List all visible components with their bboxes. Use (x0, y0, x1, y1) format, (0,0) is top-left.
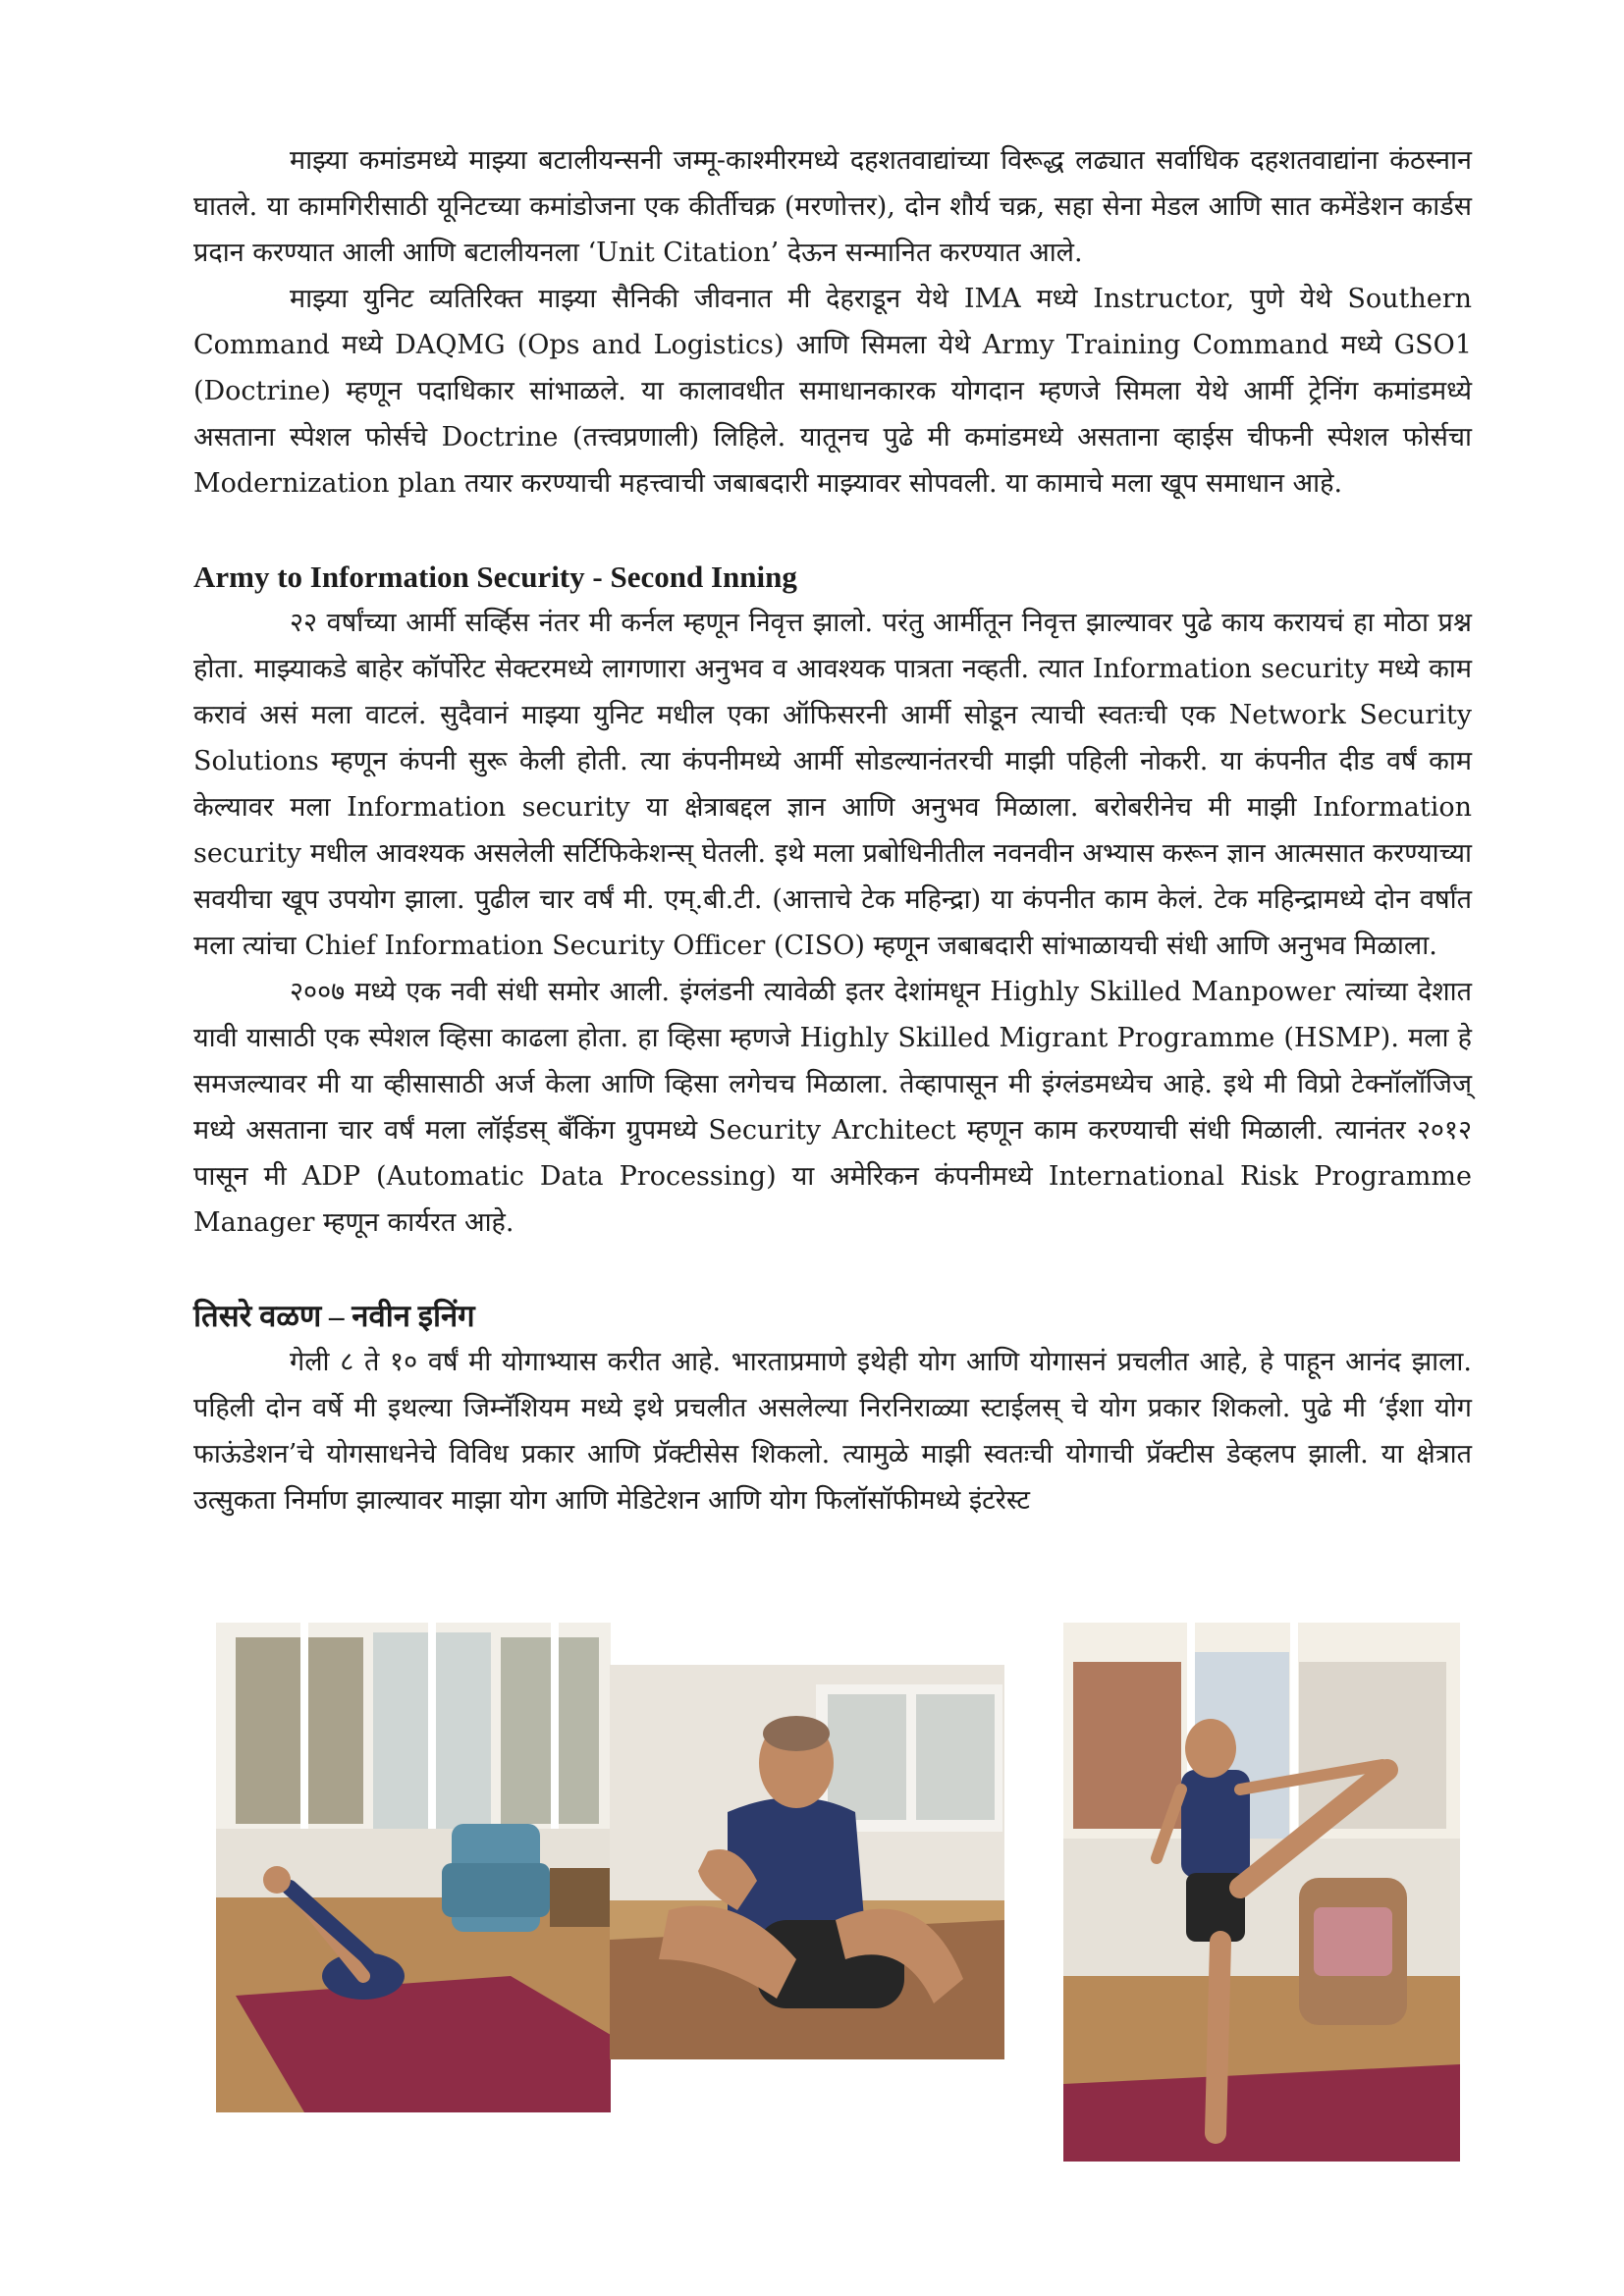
section-heading-third-turn: तिसरे वळण – नवीन इनिंग (193, 1299, 475, 1333)
paragraph-retirement-infosec: २२ वर्षांच्या आर्मी सर्व्हिस नंतर मी कर्नल म्हणून निवृत्त झालो. परंतु आर्मीतून निवृत्त झाल्यावर पुढे काय करायचं हा मोठा प्रश्न होता. माझ्याकडे बाहेर कॉर्पोरेट सेक्टरमध्ये लागणारा अनुभव व आवश्यक पात्रता नव्हती. त्यात Information security मध्ये काम करावं असं मला वाटलं. सुदैवानं माझ्या युनिट मधील एका ऑफिसरनी आर्मी सोडून त्याची स्वतःची एक Network Security Solutions म्हणून कंपनी सुरू केली होती. त्या कंपनीमध्ये आर्मी सोडल्यानंतरची माझी पहिली नोकरी. या कंपनीत दीड वर्षं काम केल्यावर मला Information security या क्षेत्राबद्दल ज्ञान आणि अनुभव मिळाला. बरोबरीनेच मी माझी Information security मधील आवश्यक असलेली सर्टिफिकेशन्स् घेतली. इथे मला प्रबोधिनीतील नवनवीन अभ्यास करून ज्ञान आत्मसात करण्याच्या सवयीचा खूप उपयोग झाला. पुढील चार वर्षं मी. एम्.बी.टी. (आत्ताचे टेक महिन्द्रा) या कंपनीत काम केलं. टेक महिन्द्रामध्ये दोन वर्षांत मला त्यांचा Chief Information Security Officer (CISO) म्हणून जबाबदारी सांभाळायची संधी आणि अनुभव मिळाला. (193, 608, 1472, 961)
section-gap (193, 507, 1472, 554)
paragraph-command-achievements: माझ्या कमांडमध्ये माझ्या बटालीयन्सनी जम्मू-काश्मीरमध्ये दहशतवाद्यांच्या विरूद्ध लढ्यात सर्वाधिक दहशतवाद्यांना कंठस्नान घातले. या कामगिरीसाठी यूनिटच्या कमांडोजना एक कीर्तीचक्र (मरणोत्तर), दोन शौर्य चक्र, सहा सेना मेडल आणि सात कमेंडेशन कार्डस प्रदान करण्यात आली आणि बटालीयनला ‘Unit Citation’ देऊन सन्मानित करण्यात आले. (193, 145, 1472, 268)
section-gap (193, 1246, 1472, 1293)
paragraph-military-appointments: माझ्या युनिट व्यतिरिक्त माझ्या सैनिकी जीवनात मी देहराडून येथे IMA मध्ये Instructor, पुणे येथे Southern Command मध्ये DAQMG (Ops and Logistics) आणि सिमला येथे Army Training Command मध्ये GSO1 (Doctrine) म्हणून पदाधिकार सांभाळले. या कालावधीत समाधानकारक योगदान म्हणजे सिमला येथे आर्मी ट्रेनिंग कमांडमध्ये असताना स्पेशल फोर्सचे Doctrine (तत्त्वप्रणाली) लिहिले. यातूनच पुढे मी कमांडमध्ये असताना व्हाईस चीफनी स्पेशल फोर्सचा Modernization plan तयार करण्याची महत्त्वाची जबाबदारी माझ्यावर सोपवली. या कामाचे मला खूप समाधान आहे. (193, 284, 1472, 499)
yoga-standing-leg-stretch-photo (1063, 1623, 1460, 2162)
yoga-seated-twist-photo (610, 1665, 1004, 2059)
document-body (193, 137, 1472, 1523)
paragraph-yoga-practice: गेली ८ ते १० वर्षं मी योगाभ्यास करीत आहे. भारताप्रमाणे इथेही योग आणि योगासनं प्रचलीत आहे, हे पाहून आनंद झाला. पहिली दोन वर्षे मी इथल्या जिम्नॅशियम मध्ये इथे प्रचलीत असलेल्या निरनिराळ्या स्टाईलस् चे योग प्रकार शिकलो. पुढे मी ‘ईशा योग फाऊंडेशन’चे योगसाधनेचे विविध प्रकार आणि प्रॅक्टीसेस शिकलो. त्यामुळे माझी स्वतःची योगाची प्रॅक्टीस डेव्हलप झाली. या क्षेत्रात उत्सुकता निर्माण झाल्यावर माझा योग आणि मेडिटेशन आणि योग फिलॉसॉफीमध्ये इंटरेस्ट (193, 1347, 1472, 1516)
paragraph-uk-move: २००७ मध्ये एक नवी संधी समोर आली. इंग्लंडनी त्यावेळी इतर देशांमधून Highly Skilled Manpower त्यांच्या देशात यावी यासाठी एक स्पेशल व्हिसा काढला होता. हा व्हिसा म्हणजे Highly Skilled Migrant Programme (HSMP). मला हे समजल्यावर मी या व्हीसासाठी अर्ज केला आणि व्हिसा लगेचच मिळाला. तेव्हापासून मी इंग्लंडमध्येच आहे. इथे मी विप्रो टेक्नॉलॉजिज् मध्ये असताना चार वर्षं मला लॉईडस् बँकिंग ग्रुपमध्ये Security Architect म्हणून काम करण्याची संधी मिळाली. त्यानंतर २०१२ पासून मी ADP (Automatic Data Processing) या अमेरिकन कंपनीमध्ये International Risk Programme Manager म्हणून कार्यरत आहे. (193, 977, 1472, 1238)
section-heading-second-inning: Army to Information Security - Second Inning (193, 560, 797, 594)
yoga-boat-pose-photo (216, 1623, 611, 2112)
